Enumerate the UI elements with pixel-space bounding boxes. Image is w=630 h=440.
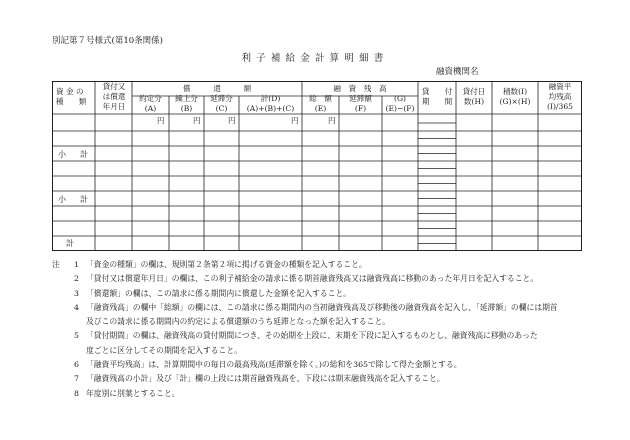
note-number: 1: [74, 260, 79, 269]
yen-mark-arrears: 円: [228, 116, 236, 125]
header-product: 積数(I) (G)×(H): [499, 87, 531, 106]
header-repayment-group: 償 還 額: [182, 84, 252, 93]
note-prefix: [52, 387, 74, 401]
header-arrears-amount: 延滞額 (F): [349, 94, 372, 113]
yen-mark-early: 円: [193, 116, 201, 125]
header-balance-group: 融 資 残 高: [333, 84, 387, 93]
note-number: 5: [74, 331, 79, 341]
header-arrears: 延滞分 (C): [210, 94, 233, 113]
note-text: 「資金の種類」の欄は、規則第２条第２項に掲げる資金の種類を記入すること。: [86, 260, 367, 269]
form-label: 別記第７号様式(第10条関係): [52, 36, 163, 46]
note-number: 6: [74, 360, 79, 370]
calculation-table: [52, 81, 582, 251]
bank-name-label: 融資機関名: [436, 67, 479, 77]
note-item: [52, 301, 622, 315]
notes-section: [52, 258, 622, 401]
header-average: 融資平 均残高 (I)/365: [547, 82, 573, 111]
form-title: 利子補給金計算明細書: [241, 53, 389, 64]
note-text-continued: 度ごとに区分してその期間を記入すること。: [86, 345, 242, 355]
note-item: [52, 287, 622, 301]
note-prefix: [52, 301, 74, 315]
note-number: 2: [74, 274, 79, 284]
header-contract: 約定分 (A): [139, 94, 162, 113]
header-period: 貸 付 期 間: [421, 87, 453, 106]
header-gross: 総 額 (E): [309, 94, 332, 113]
note-item: [52, 358, 622, 372]
note-item: [52, 258, 622, 272]
note-prefix: 注: [52, 260, 60, 269]
note-number: 7: [74, 374, 79, 384]
header-early: 繰上分 (B): [175, 94, 198, 113]
note-prefix: [52, 358, 74, 372]
subtotal-label-2: 小計: [58, 195, 102, 204]
note-number: 4: [74, 302, 79, 312]
note-text: 「融資残高の小計」及び「計」欄の上段には期首融資残高を、下段には期末融資残高を記入すること。: [86, 374, 445, 384]
note-text: 年度別に別葉とすること。: [86, 388, 180, 398]
header-g: (G) (E)−(F): [385, 94, 415, 113]
note-item: [52, 329, 622, 343]
subtotal-label-1: 小計: [58, 150, 102, 159]
note-number: 8: [74, 388, 79, 398]
note-prefix: [52, 372, 74, 386]
note-text: 「融資平均残高」は、計算期間中の毎日の最高残高(延滞額を除く。)の総和を365で除して得た金額とする。: [86, 360, 462, 370]
note-text: 「償還額」の欄は、この請求に係る期間内に償還した金額を記入すること。: [86, 288, 352, 298]
note-item: [52, 272, 622, 286]
note-text-continued: 及びこの請求に係る期間内の約定による償還額のうち延滞となった額を記入すること。: [86, 317, 391, 327]
note-prefix: [52, 329, 74, 343]
note-text: 「貸付期間」の欄は、融資残高の貸付期間につき、その始期を上段に、末期を下段に記入するものとし、融資残高に移動のあった: [86, 331, 538, 341]
note-text: 「融資残高」の欄中「総額」の欄には、この請求に係る期間内の当初融資残高及び移動後の融資残高を記入し、「延滞額」の欄には期首: [86, 302, 558, 312]
note-item: [52, 387, 622, 401]
total-label: 計: [66, 239, 88, 248]
header-loan-date: 貸付又 は償還 年月日: [102, 82, 126, 111]
note-number: 3: [74, 288, 79, 298]
header-days: 貸付日 数(H): [462, 87, 486, 106]
note-item: [52, 372, 622, 386]
yen-mark-gross: 円: [328, 116, 336, 125]
yen-mark-total: 円: [291, 116, 299, 125]
header-fund-type: 資 金 の 種 類: [56, 87, 87, 106]
note-prefix: [52, 287, 74, 301]
note-prefix: [52, 272, 74, 286]
header-total: 計(D) (A)+(B)+(C): [246, 94, 295, 113]
note-text: 「貸付又は償還年月日」の欄は、この利子補給金の請求に係る期首融資残高又は融資残高に移動のあった年月日を記入すること。: [86, 274, 539, 284]
yen-mark-contract: 円: [157, 116, 165, 125]
